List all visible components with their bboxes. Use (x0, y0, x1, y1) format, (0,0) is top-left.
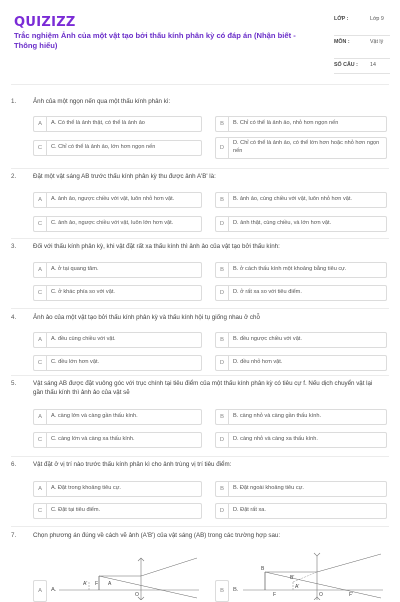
question-divider (11, 238, 389, 239)
option-a[interactable] (33, 481, 202, 497)
label-f: F (95, 581, 99, 587)
subject-label: MÔN : (334, 39, 350, 45)
question-number: 2. (11, 173, 17, 180)
option-c[interactable] (33, 285, 202, 301)
ray-diagram-b (243, 552, 383, 600)
question-2 (11, 173, 389, 239)
option-b[interactable] (215, 481, 387, 497)
option-a[interactable] (33, 192, 202, 208)
question-5 (11, 380, 389, 456)
worksheet-title: Trắc nghiệm Ảnh của một vật tạo bởi thấu kính phân kỳ có đáp án (Nhận biết - Thông hiểu) (14, 31, 296, 50)
question-number: 5. (11, 380, 17, 387)
option-text: A. Đặt trong khoảng tiêu cự. (51, 485, 121, 492)
ray-diagram-a (59, 554, 199, 600)
option-letter: A (34, 410, 47, 424)
question-divider (11, 375, 389, 376)
option-text: D. Chỉ có thể là ảnh ảo, có thể lớn hơn hoặc nhỏ hơn ngọn nến (233, 140, 380, 154)
subject-value: Vật lý (370, 39, 384, 45)
option-b[interactable] (215, 409, 387, 425)
option-text: A. ảnh ảo, ngược chiều với vật, luôn nhỏ hơn vật. (51, 196, 175, 203)
label-o-b: O (319, 592, 323, 598)
count-label: SỐ CÂU : (334, 62, 358, 68)
question-number: 1. (11, 98, 17, 105)
option-d[interactable] (215, 137, 387, 159)
question-text: Chọn phương án đúng về cách vẽ ảnh (A'B') của vật sáng (AB) trong các trường hợp sau: (33, 532, 281, 539)
label-b: B (261, 566, 265, 572)
option-a-text: A. (51, 587, 57, 593)
option-b[interactable] (215, 262, 387, 278)
quizizz-logo: QUIZIZZ (14, 15, 76, 30)
meta-subject-row (334, 36, 390, 59)
option-text: C. đều lớn hơn vật. (51, 359, 100, 366)
option-letter: C (34, 141, 47, 155)
option-letter: A (34, 333, 47, 347)
option-c[interactable] (33, 140, 202, 156)
option-d[interactable] (215, 285, 387, 301)
option-text: C. ở khác phía so với vật. (51, 289, 115, 296)
option-a[interactable] (33, 409, 202, 425)
option-text: D. càng nhỏ và càng xa thấu kính. (233, 436, 318, 443)
label-f-b: F (273, 592, 277, 598)
question-divider (11, 526, 389, 527)
option-b[interactable] (215, 580, 229, 602)
label-a: A (108, 581, 112, 587)
option-c[interactable] (33, 503, 202, 519)
question-3 (11, 243, 389, 309)
option-b[interactable] (215, 192, 387, 208)
option-a[interactable] (33, 332, 202, 348)
option-letter: C (34, 433, 47, 447)
option-text: A. Có thể là ảnh thật, có thể là ảnh ảo (51, 120, 145, 127)
label-o: O (135, 592, 139, 598)
header-divider (11, 84, 389, 85)
option-letter: A (34, 581, 47, 601)
option-letter: B (216, 263, 229, 277)
question-text: Đối với thấu kính phân kỳ, khi vật đặt rất xa thấu kính thì ảnh ảo của vật tạo bởi thấu kính: (33, 243, 280, 250)
class-value: Lớp 9 (370, 16, 384, 22)
question-number: 6. (11, 461, 17, 468)
question-number: 3. (11, 243, 17, 250)
option-letter: C (34, 356, 47, 370)
option-b[interactable] (215, 116, 387, 132)
option-text: B. Đặt ngoài khoảng tiêu cự. (233, 485, 304, 492)
option-a[interactable] (33, 580, 47, 602)
question-divider (11, 456, 389, 457)
option-text: D. ở rất xa so với tiêu điểm. (233, 289, 302, 296)
question-text: Ảnh của một ngọn nến qua một thấu kính phân kì: (33, 98, 171, 105)
option-letter: A (34, 482, 47, 496)
option-letter: B (216, 117, 229, 131)
question-number: 4. (11, 314, 17, 321)
option-text: C. Đặt tại tiêu điểm. (51, 507, 101, 514)
option-a[interactable] (33, 262, 202, 278)
meta-count-row (334, 59, 390, 74)
option-b[interactable] (215, 332, 387, 348)
option-text: B. đều ngược chiều với vật. (233, 336, 302, 343)
meta-class-row (334, 13, 390, 36)
option-text: C. Chỉ có thể là ảnh ảo, lớn hơn ngọn nến (51, 144, 156, 151)
question-divider (11, 168, 389, 169)
option-text: B. ở cách thấu kính một khoảng bằng tiêu cự. (233, 266, 347, 273)
option-a[interactable] (33, 116, 202, 132)
option-text: D. ảnh thật, cùng chiều, và lớn hơn vật. (233, 220, 332, 227)
option-letter: B (216, 581, 229, 601)
option-d[interactable] (215, 503, 387, 519)
option-text: B. càng nhỏ và càng gần thấu kính. (233, 413, 322, 420)
option-letter: B (216, 193, 229, 207)
label-f-prime: F' (349, 592, 354, 598)
label-a-prime-b: A' (295, 584, 300, 590)
option-text: A. càng lớn và càng gần thấu kính. (51, 413, 138, 420)
label-b-prime: B' (290, 575, 295, 581)
option-d[interactable] (215, 432, 387, 448)
option-letter: B (216, 482, 229, 496)
option-d[interactable] (215, 216, 387, 232)
option-letter: D (216, 217, 229, 231)
option-text: B. Chỉ có thể là ảnh ảo, nhỏ hơn ngọn nến (233, 120, 339, 127)
option-c[interactable] (33, 432, 202, 448)
question-text: Ảnh ảo của một vật tạo bởi thấu kính phân kỳ và thấu kính hội tụ giống nhau ở chỗ (33, 314, 260, 321)
question-text: Vật sáng AB được đặt vuông góc với trục chính tại tiêu điểm của một thấu kính phân kỳ có tiêu cự f. Nếu dịch chuyển vật lại gần thấu kính thì ảnh ảo của vật sẽ (33, 380, 373, 396)
option-letter: C (34, 504, 47, 518)
option-letter: D (216, 286, 229, 300)
option-letter: B (216, 333, 229, 347)
option-text: C. càng lớn và càng xa thấu kính. (51, 436, 135, 443)
question-1 (11, 98, 389, 168)
option-letter: C (34, 286, 47, 300)
option-text: B. ảnh ảo, cùng chiều với vật, luôn nhỏ hơn vật. (233, 196, 352, 203)
option-c[interactable] (33, 355, 202, 371)
question-text: Vật đặt ở vị trí nào trước thấu kính phân kì cho ảnh trùng vị trí tiêu điểm: (33, 461, 232, 468)
option-text: D. đều nhỏ hơn vật. (233, 359, 283, 366)
option-text: D. Đặt rất xa. (233, 507, 266, 514)
option-letter: A (34, 263, 47, 277)
question-text: Đặt một vật sáng AB trước thấu kính phân kỳ thu được ảnh A'B' là: (33, 173, 216, 180)
option-letter: D (216, 504, 229, 518)
worksheet-meta (334, 13, 390, 74)
option-letter: D (216, 356, 229, 370)
option-letter: B (216, 410, 229, 424)
count-value: 14 (370, 62, 376, 68)
option-text: C. ảnh ảo, ngược chiều với vật, luôn lớn hơn vật. (51, 220, 174, 227)
question-divider (11, 308, 389, 309)
question-4 (11, 314, 389, 376)
option-letter: A (34, 193, 47, 207)
option-letter: C (34, 217, 47, 231)
class-label: LỚP : (334, 16, 349, 22)
option-letter: D (216, 138, 229, 158)
label-a-prime: A' (83, 581, 88, 587)
option-c[interactable] (33, 216, 202, 232)
option-d[interactable] (215, 355, 387, 371)
option-b-text: B. (233, 587, 239, 593)
question-number: 7. (11, 532, 17, 539)
option-text: A. ở tại quang tâm. (51, 266, 99, 273)
question-6 (11, 461, 389, 525)
option-letter: D (216, 433, 229, 447)
option-letter: A (34, 117, 47, 131)
option-text: A. đều cùng chiều với vật. (51, 336, 116, 343)
question-7 (11, 532, 389, 600)
